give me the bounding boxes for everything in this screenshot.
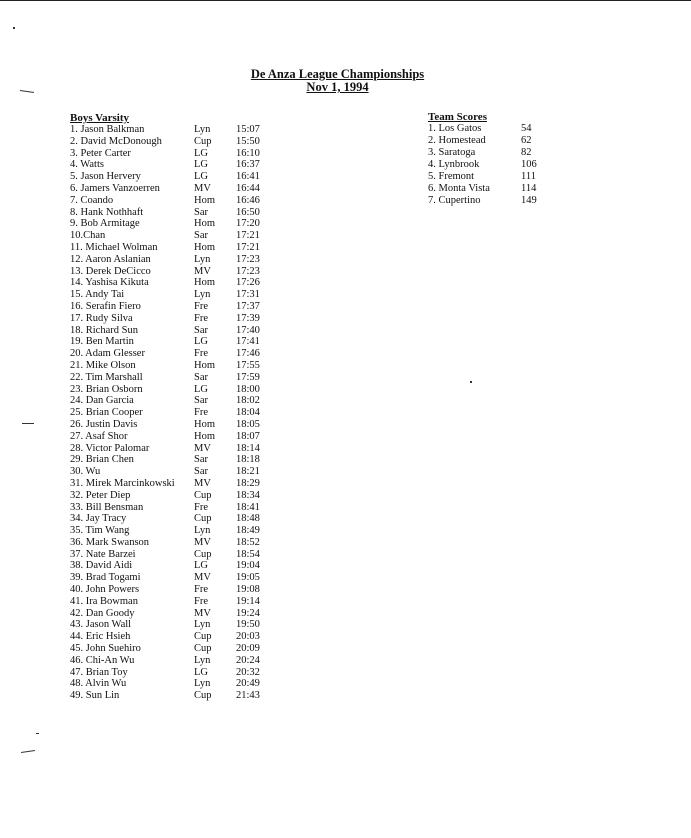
runner-team: Fre <box>194 407 208 419</box>
team-name: 2. Homestead <box>428 135 486 146</box>
runner-time: 17:23 <box>236 253 260 265</box>
runner-name: 20. Adam Glesser <box>70 348 145 360</box>
runner-name: 47. Brian Toy <box>70 666 128 678</box>
runner-name: 30. Wu <box>70 466 101 478</box>
runner-time: 18:48 <box>236 513 260 525</box>
runner-name: 40. John Powers <box>70 584 140 596</box>
runner-team: MV <box>194 572 211 584</box>
result-row <box>70 124 300 136</box>
runner-name: 28. Victor Palomar <box>70 442 150 454</box>
runner-time: 19:24 <box>236 607 260 619</box>
runner-team: Cup <box>194 489 212 501</box>
runner-time: 20:49 <box>236 678 260 690</box>
runner-name: 6. Jamers Vanzoerren <box>70 182 160 194</box>
result-row <box>70 195 300 207</box>
result-row <box>70 631 300 643</box>
team-name: 6. Monta Vista <box>428 183 490 194</box>
runner-team: Hom <box>194 418 215 430</box>
result-row <box>70 549 300 561</box>
runner-team: Sar <box>194 206 208 218</box>
result-row <box>70 525 300 537</box>
runner-name: 18. Richard Sun <box>70 324 138 336</box>
result-row <box>70 407 300 419</box>
runner-time: 18:21 <box>236 466 260 478</box>
team-name: 4. Lynbrook <box>428 159 480 170</box>
runner-time: 18:49 <box>236 525 260 537</box>
result-row <box>70 478 300 490</box>
team-score: 54 <box>521 123 532 134</box>
runner-name: 44. Eric Hsieh <box>70 631 131 643</box>
team-name: 1. Los Gatos <box>428 123 482 134</box>
runner-name: 36. Mark Swanson <box>70 536 150 548</box>
result-row <box>70 148 300 160</box>
runner-time: 15:50 <box>236 135 260 147</box>
page-top-border <box>0 0 691 1</box>
result-row <box>70 431 300 443</box>
result-row <box>70 348 300 360</box>
runner-time: 17:23 <box>236 265 260 277</box>
runner-time: 17:21 <box>236 230 260 242</box>
runner-team: MV <box>194 442 211 454</box>
runner-team: MV <box>194 265 211 277</box>
runner-name: 31. Mirek Marcinkowski <box>70 477 175 489</box>
runner-time: 21:43 <box>236 690 260 702</box>
team-score: 82 <box>521 147 532 158</box>
runner-team: Cup <box>194 513 212 525</box>
runner-team: Hom <box>194 430 215 442</box>
runner-time: 17:55 <box>236 359 260 371</box>
runner-team: Hom <box>194 241 215 253</box>
runner-team: Lyn <box>194 525 211 537</box>
runner-name: 7. Coando <box>70 194 114 206</box>
result-row <box>70 643 300 655</box>
runner-team: Fre <box>194 595 208 607</box>
runner-time: 19:08 <box>236 584 260 596</box>
result-row <box>70 230 300 242</box>
team-score: 62 <box>521 135 532 146</box>
scan-mark <box>21 750 35 753</box>
runner-time: 19:50 <box>236 619 260 631</box>
runner-name: 10.Chan <box>70 230 106 242</box>
runner-time: 19:14 <box>236 595 260 607</box>
runner-name: 26. Justin Davis <box>70 418 138 430</box>
runner-time: 20:09 <box>236 643 260 655</box>
result-row <box>70 454 300 466</box>
runner-time: 18:00 <box>236 383 260 395</box>
runner-time: 17:39 <box>236 312 260 324</box>
runner-time: 17:59 <box>236 371 260 383</box>
runner-time: 18:52 <box>236 536 260 548</box>
runner-time: 17:26 <box>236 277 260 289</box>
result-row <box>70 159 300 171</box>
runner-name: 14. Yashisa Kikuta <box>70 277 149 289</box>
runner-name: 9. Bob Armitage <box>70 218 140 230</box>
runner-time: 16:50 <box>236 206 260 218</box>
runner-name: 42. Dan Goody <box>70 607 135 619</box>
runner-team: Fre <box>194 584 208 596</box>
runner-time: 20:32 <box>236 666 260 678</box>
runner-team: Cup <box>194 135 212 147</box>
runner-name: 48. Alvin Wu <box>70 678 127 690</box>
result-row <box>70 301 300 313</box>
result-row <box>70 667 300 679</box>
runner-team: Lyn <box>194 619 211 631</box>
runner-time: 18:14 <box>236 442 260 454</box>
runner-team: Sar <box>194 454 208 466</box>
runner-name: 38. David Aidi <box>70 560 133 572</box>
runner-name: 5. Jason Hervery <box>70 171 141 183</box>
runner-time: 16:10 <box>236 147 260 159</box>
runner-time: 18:18 <box>236 454 260 466</box>
runner-team: Fre <box>194 312 208 324</box>
runner-name: 22. Tim Marshall <box>70 371 143 383</box>
team-score-row <box>428 195 548 207</box>
result-row <box>70 254 300 266</box>
result-row <box>70 207 300 219</box>
runner-team: Lyn <box>194 253 211 265</box>
runner-time: 20:24 <box>236 654 260 666</box>
result-row <box>70 372 300 384</box>
runner-team: Cup <box>194 631 212 643</box>
team-score: 149 <box>521 195 537 206</box>
runner-name: 32. Peter Diep <box>70 489 131 501</box>
runner-name: 37. Nate Barzei <box>70 548 136 560</box>
runner-time: 18:04 <box>236 407 260 419</box>
result-row <box>70 490 300 502</box>
runner-team: MV <box>194 182 211 194</box>
runner-name: 16. Serafin Fiero <box>70 300 141 312</box>
result-row <box>70 584 300 596</box>
runner-team: Hom <box>194 218 215 230</box>
runner-time: 17:46 <box>236 348 260 360</box>
runner-time: 18:34 <box>236 489 260 501</box>
scan-mark <box>13 27 15 29</box>
runner-team: MV <box>194 477 211 489</box>
runner-time: 17:40 <box>236 324 260 336</box>
runner-team: LG <box>194 171 208 183</box>
runner-name: 21. Mike Olson <box>70 359 136 371</box>
runner-team: Hom <box>194 194 215 206</box>
runner-time: 16:46 <box>236 194 260 206</box>
runner-time: 18:54 <box>236 548 260 560</box>
runner-team: Lyn <box>194 124 211 135</box>
team-score-row <box>428 171 548 183</box>
runner-team: Sar <box>194 324 208 336</box>
result-row <box>70 395 300 407</box>
runner-name: 19. Ben Martin <box>70 336 134 348</box>
team-score: 111 <box>521 171 536 182</box>
runner-name: 2. David McDonough <box>70 135 162 147</box>
result-row <box>70 513 300 525</box>
runner-team: Hom <box>194 277 215 289</box>
runner-team: LG <box>194 666 208 678</box>
runner-time: 17:20 <box>236 218 260 230</box>
result-row <box>70 655 300 667</box>
team-scores-list <box>428 123 548 207</box>
runner-team: Cup <box>194 690 212 702</box>
team-score-row <box>428 123 548 135</box>
runner-name: 15. Andy Tai <box>70 289 125 301</box>
result-row <box>70 690 300 702</box>
team-score-row <box>428 183 548 195</box>
scan-mark <box>22 423 34 424</box>
runner-name: 49. Sun Lin <box>70 690 120 702</box>
runner-name: 35. Tim Wang <box>70 525 130 537</box>
runner-name: 23. Brian Osborn <box>70 383 143 395</box>
result-row <box>70 360 300 372</box>
runner-time: 18:29 <box>236 477 260 489</box>
runner-name: 24. Dan Garcia <box>70 395 134 407</box>
runner-time: 20:03 <box>236 631 260 643</box>
runner-name: 3. Peter Carter <box>70 147 131 159</box>
runner-team: LG <box>194 383 208 395</box>
result-row <box>70 136 300 148</box>
result-row <box>70 218 300 230</box>
result-row <box>70 242 300 254</box>
runner-name: 4. Watts <box>70 159 104 171</box>
result-row <box>70 325 300 337</box>
result-row <box>70 572 300 584</box>
result-row <box>70 183 300 195</box>
runner-team: Fre <box>194 300 208 312</box>
result-row <box>70 171 300 183</box>
runner-team: Lyn <box>194 289 211 301</box>
runner-name: 27. Asaf Shor <box>70 430 128 442</box>
runner-name: 29. Brian Chen <box>70 454 134 466</box>
runner-team: Sar <box>194 371 208 383</box>
result-row <box>70 384 300 396</box>
runner-time: 17:31 <box>236 289 260 301</box>
runner-time: 16:44 <box>236 182 260 194</box>
runner-name: 43. Jason Wall <box>70 619 132 631</box>
runner-team: Lyn <box>194 678 211 690</box>
result-row <box>70 419 300 431</box>
runner-team: Fre <box>194 501 208 513</box>
runner-name: 39. Brad Togami <box>70 572 141 584</box>
runner-time: 19:05 <box>236 572 260 584</box>
runner-time: 19:04 <box>236 560 260 572</box>
runner-team: LG <box>194 147 208 159</box>
runner-team: LG <box>194 336 208 348</box>
runner-team: LG <box>194 560 208 572</box>
result-row <box>70 277 300 289</box>
team-score-row <box>428 135 548 147</box>
team-name: 5. Fremont <box>428 171 475 182</box>
runner-name: 41. Ira Bowman <box>70 595 138 607</box>
runner-team: MV <box>194 607 211 619</box>
runner-team: Lyn <box>194 654 211 666</box>
team-score-row <box>428 159 548 171</box>
runner-time: 18:41 <box>236 501 260 513</box>
runner-team: Cup <box>194 548 212 560</box>
team-name: 7. Cupertino <box>428 195 481 206</box>
team-name: 3. Saratoga <box>428 147 476 158</box>
team-score: 114 <box>521 183 537 194</box>
runner-name: 45. John Suehiro <box>70 643 141 655</box>
runner-time: 17:21 <box>236 241 260 253</box>
runner-name: 33. Bill Bensman <box>70 501 144 513</box>
result-row <box>70 289 300 301</box>
runner-time: 18:05 <box>236 418 260 430</box>
meet-title: De Anza League Championships <box>250 67 425 81</box>
runner-team: Fre <box>194 348 208 360</box>
result-row <box>70 678 300 690</box>
runner-name: 34. Jay Tracy <box>70 513 127 525</box>
team-score-row <box>428 147 548 159</box>
result-row <box>70 466 300 478</box>
runner-name: 17. Rudy Silva <box>70 312 133 324</box>
result-row <box>70 608 300 620</box>
runner-name: 11. Michael Wolman <box>70 241 158 253</box>
runner-name: 8. Hank Nothhaft <box>70 206 144 218</box>
boys-varsity-heading: Boys Varsity <box>70 112 129 124</box>
runner-team: Cup <box>194 643 212 655</box>
runner-time: 15:07 <box>236 124 260 135</box>
result-row <box>70 443 300 455</box>
result-row <box>70 502 300 514</box>
runner-time: 17:41 <box>236 336 260 348</box>
runner-name: 13. Derek DeCicco <box>70 265 151 277</box>
scan-mark <box>36 733 39 734</box>
boys-varsity-results <box>70 124 300 702</box>
scan-mark <box>470 381 472 383</box>
runner-team: Sar <box>194 230 208 242</box>
result-row <box>70 336 300 348</box>
runner-team: Sar <box>194 395 208 407</box>
runner-time: 18:02 <box>236 395 260 407</box>
runner-team: LG <box>194 159 208 171</box>
runner-name: 1. Jason Balkman <box>70 124 145 135</box>
team-score: 106 <box>521 159 537 170</box>
meet-date: Nov 1, 1994 <box>306 80 369 94</box>
result-row <box>70 596 300 608</box>
runner-team: MV <box>194 536 211 548</box>
result-row <box>70 619 300 631</box>
runner-team: Hom <box>194 359 215 371</box>
runner-name: 46. Chi-An Wu <box>70 654 135 666</box>
result-row <box>70 560 300 572</box>
runner-time: 17:37 <box>236 300 260 312</box>
runner-time: 18:07 <box>236 430 260 442</box>
runner-time: 16:37 <box>236 159 260 171</box>
runner-name: 25. Brian Cooper <box>70 407 143 419</box>
result-row <box>70 537 300 549</box>
result-row <box>70 313 300 325</box>
runner-name: 12. Aaron Aslanian <box>70 253 151 265</box>
result-row <box>70 266 300 278</box>
runner-time: 16:41 <box>236 171 260 183</box>
team-scores-heading: Team Scores <box>428 111 487 123</box>
runner-team: Sar <box>194 466 208 478</box>
